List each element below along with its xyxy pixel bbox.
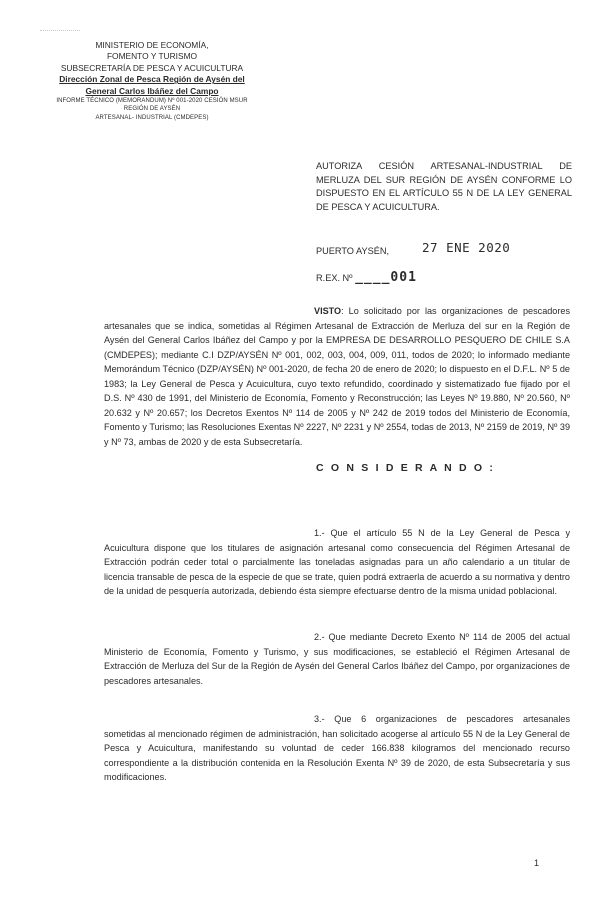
visto-paragraph <box>104 304 570 449</box>
paragraph-text: 3.- Que 6 organizaciones de pescadores artesanales sometidas al mencionado régimen de administración, han solicitado acogerse al artículo 55 N de la Ley General de Pesca y Acuicultura, manifestando su voluntad de ceder 166.838 kilogramos del mencionado recurso correspondiente a la distribución contenida en la Resolución Exenta Nº 39 de 2020, de esta Subsecretaría y sus modificaciones. <box>104 714 570 782</box>
reference-line: INFORME TÉCNICO (MEMORANDUM) Nº 001-2020 CESIÓN MSUR <box>56 98 248 105</box>
considerando-heading: C O N S I D E R A N D O : <box>316 462 496 474</box>
resolution-subject: AUTORIZA CESIÓN ARTESANAL-INDUSTRIAL DE MERLUZA DEL SUR REGIÓN DE AYSÉN CONFORME LO DISPUESTO EN EL ARTÍCULO 55 N DE LA LEY GENERAL DE PESCA Y ACUICULTURA. <box>316 161 572 212</box>
resolution-number <box>316 270 417 285</box>
visto-text: : Lo solicitado por las organizaciones de pescadores artesanales que se indica, sometidas al Régimen Artesanal de Extracción de Merluza del sur en la Región de Aysén del General Carlos Ibáñez del Campo y por la EMPRESA DE DESARROLLO PESQUERO DE CHILE S.A (CMDEPES); mediante C.I DZP/AYSÉN Nº 001, 002, 003, 004, 009, 011, todos de 2020; lo informado mediante Memorándum Técnico (DZP/AYSÉN) Nº 001-2020, de fecha 20 de enero de 2020; lo dispuesto en el D.F.L. Nº 5 de 1983; la Ley General de Pesca y Acuicultura, cuyo texto refundido, coordinado y sistematizado fue fijado por el D.S. Nº 430 de 1991, del Ministerio de Economía, Fomento y Reconstrucción; las Leyes Nº 19.880, Nº 20.560, Nº 20.632 y Nº 20.657; los Decretos Exentos Nº 114 de 2005 y Nº 242 de 2019 todos del Ministerio de Economía, Fomento y Turismo; las Resoluciones Exentas Nº 2227, Nº 2231 y Nº 2554, todas de 2013, Nº 2159 de 2019, Nº 39 y Nº 73, ambas de 2020 y de esta Subsecretaría. <box>104 306 570 447</box>
subsecretaria-line: SUBSECRETARÍA DE PESCA Y ACUICULTURA <box>60 62 244 73</box>
place-date <box>316 240 511 256</box>
ministry-line: MINISTERIO DE ECONOMÍA, <box>95 40 209 50</box>
region-line: General Carlos Ibáñez del Campo <box>85 85 219 96</box>
rex-number: ____001 <box>355 270 417 285</box>
considerando-paragraph-1 <box>104 526 570 599</box>
paragraph-text: 2.- Que mediante Decreto Exento Nº 114 de 2005 del actual Ministerio de Economía, Fomento y Turismo, y sus modificaciones, se estableció el Régimen Artesanal de Extracción de Merluza del Sur de la Región de Aysén del General Carlos Ibáñez del Campo, por organizaciones de pescadores artesanales. <box>104 632 570 686</box>
rex-label: R.EX. Nº <box>316 273 353 283</box>
considerando-paragraph-2 <box>104 630 570 688</box>
reference-line-2: REGIÓN DE AYSÉN <box>123 106 181 113</box>
ministry-line-2: FOMENTO Y TURISMO <box>106 51 198 62</box>
direccion-zonal-line: Dirección Zonal de Pesca Región de Aysén del <box>59 74 245 85</box>
paragraph-text: 1.- Que el artículo 55 N de la Ley General de Pesca y Acuicultura dispone que los titulares de asignación artesanal como consecuencia del Régimen Artesanal de Extracción podrán ceder total o parcialmente las toneladas asignadas para un año calendario a un titular de licencia transable de pesca de la especie de que se trate, quien podrá extraerla de acuerdo a su normativa y dentro de la unidad de pesquería autorizada, debiendo ésta siempre efectuarse dentro de la misma unidad poblacional. <box>104 528 570 596</box>
date-stamp: 27 ENE 2020 <box>422 240 511 255</box>
page-number: 1 <box>534 858 540 868</box>
considerando-paragraph-3 <box>104 712 570 785</box>
letterhead <box>52 40 252 122</box>
visto-label: VISTO <box>314 306 342 316</box>
place-label: PUERTO AYSÉN, <box>316 246 390 256</box>
reference-line-3: ARTESANAL- INDUSTRIAL (CMDEPES) <box>95 114 209 121</box>
scan-artifact <box>40 30 80 37</box>
